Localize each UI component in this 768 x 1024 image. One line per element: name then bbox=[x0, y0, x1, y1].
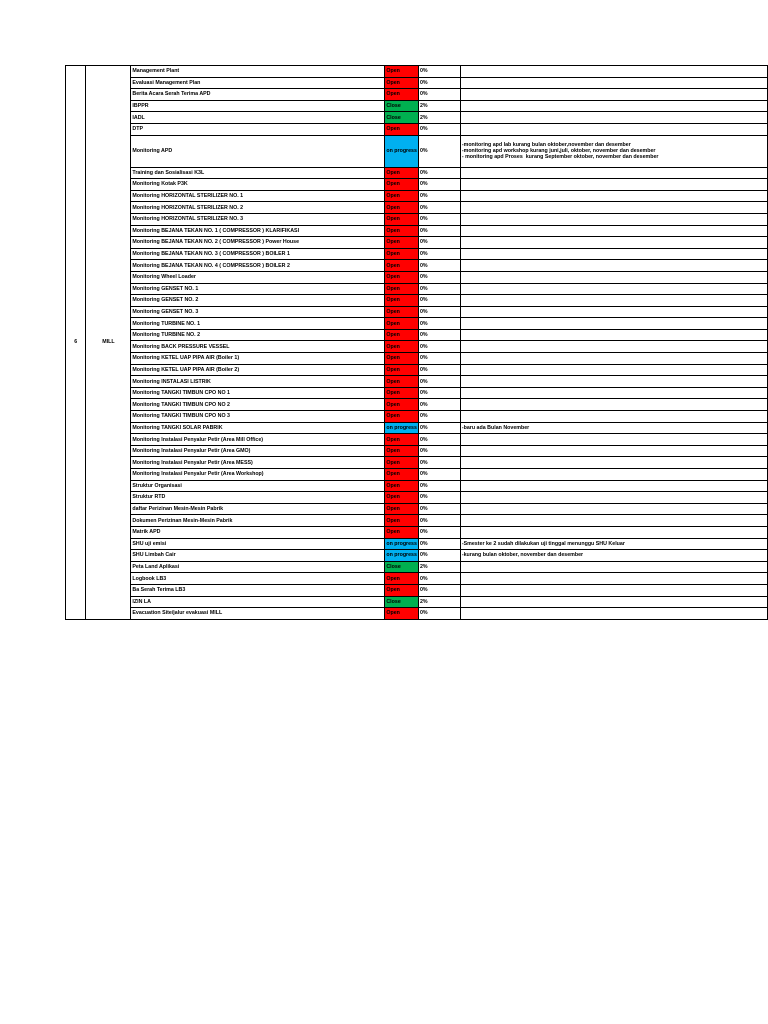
percent-cell: 0% bbox=[418, 387, 460, 399]
note-cell bbox=[460, 492, 767, 504]
percent-cell: 0% bbox=[418, 179, 460, 191]
note-cell bbox=[460, 89, 767, 101]
percent-cell: 0% bbox=[418, 584, 460, 596]
status-cell: Open bbox=[385, 608, 419, 620]
item-cell: Matrik APD bbox=[131, 526, 385, 538]
table-row bbox=[66, 422, 768, 434]
table-row bbox=[66, 100, 768, 112]
note-cell bbox=[460, 573, 767, 585]
item-cell: Monitoring GENSET NO. 3 bbox=[131, 306, 385, 318]
status-cell: Open bbox=[385, 492, 419, 504]
item-cell: Monitoring TANGKI TIMBUN CPO NO 3 bbox=[131, 411, 385, 423]
percent-cell: 0% bbox=[418, 469, 460, 481]
item-cell: Dokumen Perizinan Mesin-Mesin Pabrik bbox=[131, 515, 385, 527]
note-cell bbox=[460, 434, 767, 446]
table-row bbox=[66, 515, 768, 527]
table-row bbox=[66, 584, 768, 596]
table-row bbox=[66, 179, 768, 191]
item-cell: Monitoring KETEL UAP PIPA AIR (Boiler 2) bbox=[131, 364, 385, 376]
status-cell: Open bbox=[385, 213, 419, 225]
item-cell: Monitoring APD bbox=[131, 135, 385, 167]
item-cell: Monitoring INSTALASI LISTRIK bbox=[131, 376, 385, 388]
percent-cell: 0% bbox=[418, 422, 460, 434]
percent-cell: 0% bbox=[418, 190, 460, 202]
item-cell: Monitoring BEJANA TEKAN NO. 2 ( COMPRESSOR ) Power House bbox=[131, 237, 385, 249]
percent-cell: 0% bbox=[418, 306, 460, 318]
note-cell bbox=[460, 596, 767, 608]
note-cell bbox=[460, 179, 767, 191]
status-cell: on progress bbox=[385, 422, 419, 434]
item-cell: Berita Acara Serah Terima APD bbox=[131, 89, 385, 101]
status-cell: Close bbox=[385, 561, 419, 573]
percent-cell: 0% bbox=[418, 77, 460, 89]
item-cell: SHU Limbah Cair bbox=[131, 550, 385, 562]
note-cell bbox=[460, 561, 767, 573]
table-row bbox=[66, 526, 768, 538]
status-cell: Open bbox=[385, 225, 419, 237]
status-cell: Open bbox=[385, 318, 419, 330]
status-cell: Open bbox=[385, 353, 419, 365]
status-cell: Close bbox=[385, 596, 419, 608]
table-row bbox=[66, 112, 768, 124]
note-cell bbox=[460, 503, 767, 515]
status-cell: on progress bbox=[385, 135, 419, 167]
table-row bbox=[66, 190, 768, 202]
table-row bbox=[66, 202, 768, 214]
table-row bbox=[66, 225, 768, 237]
item-cell: SHU uji emisi bbox=[131, 538, 385, 550]
note-cell bbox=[460, 295, 767, 307]
status-cell: Open bbox=[385, 329, 419, 341]
table-row bbox=[66, 353, 768, 365]
note-cell bbox=[460, 167, 767, 179]
status-cell: Close bbox=[385, 100, 419, 112]
status-cell: Open bbox=[385, 167, 419, 179]
item-cell: Monitoring TANGKI TIMBUN CPO NO 2 bbox=[131, 399, 385, 411]
percent-cell: 0% bbox=[418, 434, 460, 446]
percent-cell: 0% bbox=[418, 492, 460, 504]
note-cell bbox=[460, 213, 767, 225]
status-cell: Open bbox=[385, 306, 419, 318]
note-cell bbox=[460, 202, 767, 214]
table-row bbox=[66, 260, 768, 272]
percent-cell: 0% bbox=[418, 550, 460, 562]
table-row bbox=[66, 341, 768, 353]
note-cell bbox=[460, 526, 767, 538]
percent-cell: 0% bbox=[418, 376, 460, 388]
item-cell: Monitoring BEJANA TEKAN NO. 4 ( COMPRESSOR ) BOILER 2 bbox=[131, 260, 385, 272]
status-cell: Open bbox=[385, 573, 419, 585]
percent-cell: 0% bbox=[418, 295, 460, 307]
percent-cell: 0% bbox=[418, 225, 460, 237]
note-cell bbox=[460, 411, 767, 423]
note-cell bbox=[460, 480, 767, 492]
percent-cell: 0% bbox=[418, 399, 460, 411]
percent-cell: 0% bbox=[418, 213, 460, 225]
item-cell: daftar Perizinan Mesin-Mesin Pabrik bbox=[131, 503, 385, 515]
item-cell: Monitoring BACK PRESSURE VESSEL bbox=[131, 341, 385, 353]
note-cell bbox=[460, 225, 767, 237]
status-cell: Open bbox=[385, 179, 419, 191]
percent-cell: 0% bbox=[418, 526, 460, 538]
item-cell: Monitoring Wheel Loader bbox=[131, 271, 385, 283]
item-cell: IADL bbox=[131, 112, 385, 124]
status-cell: Open bbox=[385, 123, 419, 135]
item-cell: Struktur RTD bbox=[131, 492, 385, 504]
item-cell: Peta Land Aplikasi bbox=[131, 561, 385, 573]
table-row bbox=[66, 538, 768, 550]
status-cell: Open bbox=[385, 237, 419, 249]
table-row bbox=[66, 434, 768, 446]
note-cell bbox=[460, 190, 767, 202]
status-cell: on progress bbox=[385, 550, 419, 562]
status-cell: Open bbox=[385, 480, 419, 492]
table-row bbox=[66, 376, 768, 388]
percent-cell: 0% bbox=[418, 135, 460, 167]
percent-cell: 0% bbox=[418, 318, 460, 330]
note-cell bbox=[460, 469, 767, 481]
table-row bbox=[66, 550, 768, 562]
percent-cell: 0% bbox=[418, 260, 460, 272]
percent-cell: 0% bbox=[418, 353, 460, 365]
percent-cell: 0% bbox=[418, 271, 460, 283]
percent-cell: 0% bbox=[418, 608, 460, 620]
status-cell: Open bbox=[385, 66, 419, 78]
note-cell bbox=[460, 353, 767, 365]
note-cell: -baru ada Bulan November bbox=[460, 422, 767, 434]
percent-cell: 0% bbox=[418, 202, 460, 214]
item-cell: Monitoring GENSET NO. 1 bbox=[131, 283, 385, 295]
note-cell bbox=[460, 100, 767, 112]
mill-checklist-table bbox=[65, 65, 768, 620]
percent-cell: 0% bbox=[418, 480, 460, 492]
status-cell: Open bbox=[385, 295, 419, 307]
note-cell bbox=[460, 387, 767, 399]
table-row bbox=[66, 318, 768, 330]
status-cell: Open bbox=[385, 283, 419, 295]
note-cell bbox=[460, 341, 767, 353]
percent-cell: 0% bbox=[418, 457, 460, 469]
table-row bbox=[66, 503, 768, 515]
item-cell: Monitoring HORIZONTAL STERILIZER NO. 1 bbox=[131, 190, 385, 202]
table-row bbox=[66, 135, 768, 167]
status-cell: Open bbox=[385, 248, 419, 260]
percent-cell: 0% bbox=[418, 89, 460, 101]
note-cell bbox=[460, 237, 767, 249]
table-row bbox=[66, 237, 768, 249]
status-cell: on progress bbox=[385, 538, 419, 550]
item-cell: Evaluasi Management Plan bbox=[131, 77, 385, 89]
item-cell: Monitoring GENSET NO. 2 bbox=[131, 295, 385, 307]
item-cell: Monitoring Instalasi Penyalur Petir (Area Mill Office) bbox=[131, 434, 385, 446]
item-cell: IZIN LA bbox=[131, 596, 385, 608]
item-cell: Monitoring TANGKI TIMBUN CPO NO 1 bbox=[131, 387, 385, 399]
item-cell: Evacuation Site/jalur evakuasi MILL bbox=[131, 608, 385, 620]
item-cell: Monitoring TURBINE NO. 1 bbox=[131, 318, 385, 330]
percent-cell: 0% bbox=[418, 248, 460, 260]
note-cell bbox=[460, 248, 767, 260]
status-cell: Open bbox=[385, 399, 419, 411]
status-cell: Open bbox=[385, 77, 419, 89]
note-cell: -monitoring apd lab kurang bulan oktober,november dan desember -monitoring apd workshop kurang juni,juli, oktober, november dan desember - monitoring apd Proses kurang September oktober, november dan desember bbox=[460, 135, 767, 167]
percent-cell: 0% bbox=[418, 283, 460, 295]
note-cell bbox=[460, 608, 767, 620]
note-cell bbox=[460, 112, 767, 124]
item-cell: Monitoring KETEL UAP PIPA AIR (Boiler 1) bbox=[131, 353, 385, 365]
note-cell bbox=[460, 457, 767, 469]
percent-cell: 0% bbox=[418, 573, 460, 585]
table-row bbox=[66, 89, 768, 101]
item-cell: Monitoring BEJANA TEKAN NO. 1 ( COMPRESSOR ) KLARIFIKASI bbox=[131, 225, 385, 237]
status-cell: Open bbox=[385, 341, 419, 353]
section-number: 6 bbox=[66, 66, 86, 620]
table-row bbox=[66, 492, 768, 504]
table-row bbox=[66, 573, 768, 585]
table-row bbox=[66, 77, 768, 89]
item-cell: Monitoring TURBINE NO. 2 bbox=[131, 329, 385, 341]
item-cell: Monitoring Instalasi Penyalur Petir (Area MESS) bbox=[131, 457, 385, 469]
percent-cell: 0% bbox=[418, 364, 460, 376]
percent-cell: 0% bbox=[418, 411, 460, 423]
item-cell: Monitoring Instalasi Penyalur Petir (Area GMO) bbox=[131, 445, 385, 457]
table-row bbox=[66, 306, 768, 318]
table-row bbox=[66, 596, 768, 608]
table-row bbox=[66, 387, 768, 399]
status-cell: Open bbox=[385, 190, 419, 202]
table-row bbox=[66, 283, 768, 295]
status-cell: Open bbox=[385, 387, 419, 399]
table-row bbox=[66, 457, 768, 469]
table-row bbox=[66, 213, 768, 225]
percent-cell: 0% bbox=[418, 445, 460, 457]
item-cell: Training dan Sosialisasi K3L bbox=[131, 167, 385, 179]
note-cell bbox=[460, 584, 767, 596]
item-cell: Management Plant bbox=[131, 66, 385, 78]
item-cell: IBPPR bbox=[131, 100, 385, 112]
status-cell: Open bbox=[385, 202, 419, 214]
percent-cell: 0% bbox=[418, 329, 460, 341]
table-row bbox=[66, 329, 768, 341]
item-cell: Monitoring HORIZONTAL STERILIZER NO. 2 bbox=[131, 202, 385, 214]
status-cell: Open bbox=[385, 411, 419, 423]
status-cell: Close bbox=[385, 112, 419, 124]
note-cell: -Smester ke 2 sudah dilakukan uji tinggal menunggu SHU Keluar bbox=[460, 538, 767, 550]
percent-cell: 0% bbox=[418, 167, 460, 179]
status-cell: Open bbox=[385, 434, 419, 446]
table-row bbox=[66, 411, 768, 423]
table-row bbox=[66, 248, 768, 260]
percent-cell: 0% bbox=[418, 123, 460, 135]
note-cell bbox=[460, 318, 767, 330]
note-cell bbox=[460, 66, 767, 78]
section-name: MILL bbox=[86, 66, 131, 620]
note-cell bbox=[460, 123, 767, 135]
note-cell bbox=[460, 260, 767, 272]
item-cell: DTP bbox=[131, 123, 385, 135]
percent-cell: 0% bbox=[418, 515, 460, 527]
table-row bbox=[66, 445, 768, 457]
status-cell: Open bbox=[385, 89, 419, 101]
table-row bbox=[66, 561, 768, 573]
note-cell bbox=[460, 399, 767, 411]
percent-cell: 0% bbox=[418, 66, 460, 78]
item-cell: Monitoring Instalasi Penyalur Petir (Area Workshop) bbox=[131, 469, 385, 481]
percent-cell: 2% bbox=[418, 112, 460, 124]
status-cell: Open bbox=[385, 457, 419, 469]
percent-cell: 2% bbox=[418, 100, 460, 112]
status-cell: Open bbox=[385, 376, 419, 388]
note-cell bbox=[460, 283, 767, 295]
status-cell: Open bbox=[385, 503, 419, 515]
table-body bbox=[66, 66, 768, 620]
note-cell bbox=[460, 364, 767, 376]
status-cell: Open bbox=[385, 260, 419, 272]
table-row bbox=[66, 364, 768, 376]
status-cell: Open bbox=[385, 526, 419, 538]
item-cell: Ba Serah Terima LB3 bbox=[131, 584, 385, 596]
status-cell: Open bbox=[385, 364, 419, 376]
status-cell: Open bbox=[385, 469, 419, 481]
item-cell: Logbook LB3 bbox=[131, 573, 385, 585]
note-cell bbox=[460, 376, 767, 388]
note-cell bbox=[460, 329, 767, 341]
item-cell: Monitoring BEJANA TEKAN NO. 3 ( COMPRESSOR ) BOILER 1 bbox=[131, 248, 385, 260]
note-cell bbox=[460, 306, 767, 318]
percent-cell: 0% bbox=[418, 237, 460, 249]
table-row bbox=[66, 167, 768, 179]
note-cell bbox=[460, 445, 767, 457]
note-cell bbox=[460, 515, 767, 527]
table-row bbox=[66, 608, 768, 620]
item-cell: Monitoring Kotak P3K bbox=[131, 179, 385, 191]
table-row bbox=[66, 271, 768, 283]
table-row bbox=[66, 480, 768, 492]
status-cell: Open bbox=[385, 584, 419, 596]
table-row bbox=[66, 295, 768, 307]
status-cell: Open bbox=[385, 271, 419, 283]
percent-cell: 0% bbox=[418, 341, 460, 353]
item-cell: Monitoring HORIZONTAL STERILIZER NO. 3 bbox=[131, 213, 385, 225]
note-cell bbox=[460, 271, 767, 283]
status-cell: Open bbox=[385, 445, 419, 457]
table-row bbox=[66, 66, 768, 78]
table-row bbox=[66, 399, 768, 411]
note-cell bbox=[460, 77, 767, 89]
item-cell: Monitoring TANGKI SOLAR PABRIK bbox=[131, 422, 385, 434]
percent-cell: 0% bbox=[418, 503, 460, 515]
percent-cell: 0% bbox=[418, 538, 460, 550]
status-cell: Open bbox=[385, 515, 419, 527]
table-row bbox=[66, 123, 768, 135]
percent-cell: 2% bbox=[418, 561, 460, 573]
note-cell: -kurang bulan oktober, november dan desember bbox=[460, 550, 767, 562]
item-cell: Struktur Organisasi bbox=[131, 480, 385, 492]
percent-cell: 2% bbox=[418, 596, 460, 608]
table-row bbox=[66, 469, 768, 481]
